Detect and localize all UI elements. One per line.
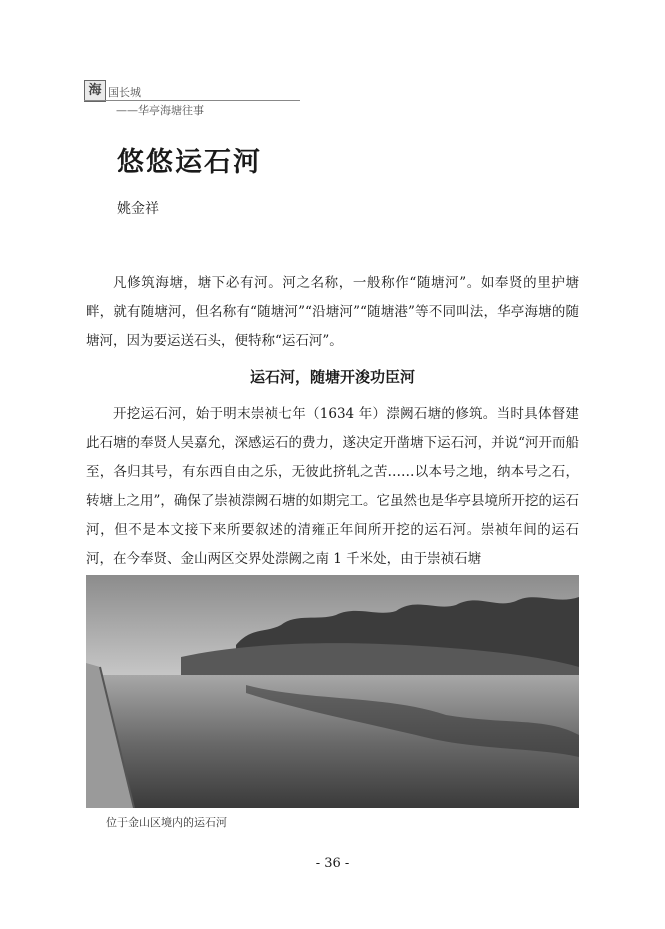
- paragraph-1: 凡修筑海塘，塘下必有河。河之名称，一般称作“随塘河”。如奉贤的里护塘畔，就有随塘河，但名称有“随塘河”“沿塘河”“随塘港”等不同叫法，华亭海塘的随塘河，因为要运送石头，便特称“运石河”。: [86, 275, 579, 349]
- series-title: 国长城: [108, 86, 141, 99]
- header-rule: [84, 100, 300, 101]
- photo-caption: 位于金山区境内的运石河: [106, 816, 227, 829]
- series-logo: 海: [84, 80, 106, 102]
- article-title: 悠悠运石河: [117, 147, 262, 178]
- series-subtitle: ——华亭海塘往事: [116, 104, 204, 117]
- article-author: 姚金祥: [117, 201, 159, 217]
- running-header: [84, 80, 300, 120]
- section-heading: 运石河，随塘开浚功臣河: [249, 368, 415, 386]
- river-photo: [86, 575, 579, 808]
- page-number: - 36 -: [315, 856, 350, 871]
- paragraph-2: 开挖运石河，始于明末崇祯七年（1634 年）漴阙石塘的修筑。当时具体督建此石塘的奉贤人吴嘉允，深感运石的费力，遂决定开凿塘下运石河，并说“河开而船至，各归其号，有东西自由之乐，无彼此挤轧之苦……以本号之地，纳本号之石，转塘上之用”，确保了崇祯漴阙石塘的如期完工。它虽然也是华亭县境所开挖的运石河，但不是本文接下来所要叙述的清雍正年间所开挖的运石河。崇祯年间的运石河，在今奉贤、金山两区交界处漴阙之南 1 千米处，由于崇祯石塘: [86, 406, 579, 567]
